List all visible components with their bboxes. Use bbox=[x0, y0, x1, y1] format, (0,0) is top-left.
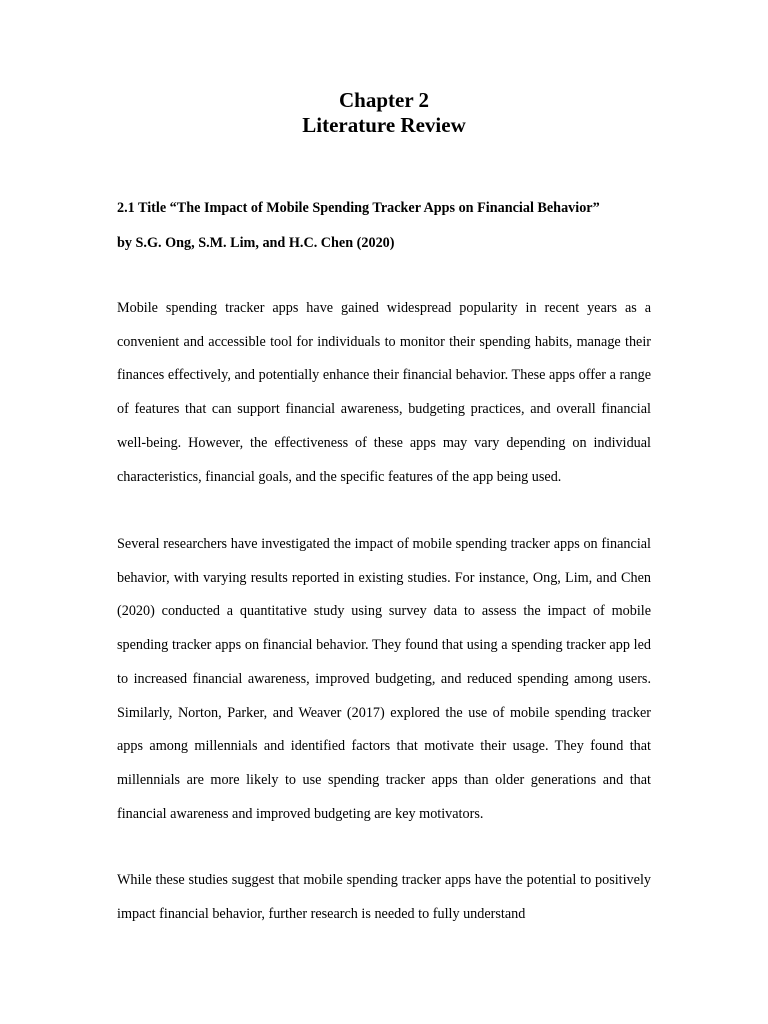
chapter-number: Chapter 2 bbox=[338, 88, 430, 112]
section-heading-title: 2.1 Title “The Impact of Mobile Spending Tracker Apps on Financial Behavior” bbox=[117, 200, 600, 216]
body-paragraph: Mobile spending tracker apps have gained widespread popularity in recent years as a convenient and accessible tool for individuals to monitor their spending habits, manage their finances effectively, and potentially enhance their financial behavior. These apps offer a range of features that can support financial awareness, budgeting practices, and overall financial well-being. However, the effectiveness of these apps may vary depending on individual characteristics, financial goals, and the specific features of the app being used. bbox=[117, 300, 651, 485]
body-paragraph: Several researchers have investigated the impact of mobile spending tracker apps on financial behavior, with varying results reported in existing studies. For instance, Ong, Lim, and Chen (2020) conducted a quantitative study using survey data to assess the impact of mobile spending tracker apps on financial behavior. They found that using a spending tracker app led to increased financial awareness, improved budgeting, and reduced spending among users. Similarly, Norton, Parker, and Weaver (2017) explored the use of mobile spending tracker apps among millennials and identified factors that motivate their usage. They found that millennials are more likely to use spending tracker apps than older generations and that financial awareness and improved budgeting are key motivators. bbox=[117, 536, 651, 822]
body-paragraph: While these studies suggest that mobile spending tracker apps have the potential to positively impact financial behavior, further research is needed to fully understand bbox=[117, 872, 651, 922]
section-heading-authors: by S.G. Ong, S.M. Lim, and H.C. Chen (2020) bbox=[117, 235, 395, 251]
chapter-title: Literature Review bbox=[302, 113, 466, 137]
